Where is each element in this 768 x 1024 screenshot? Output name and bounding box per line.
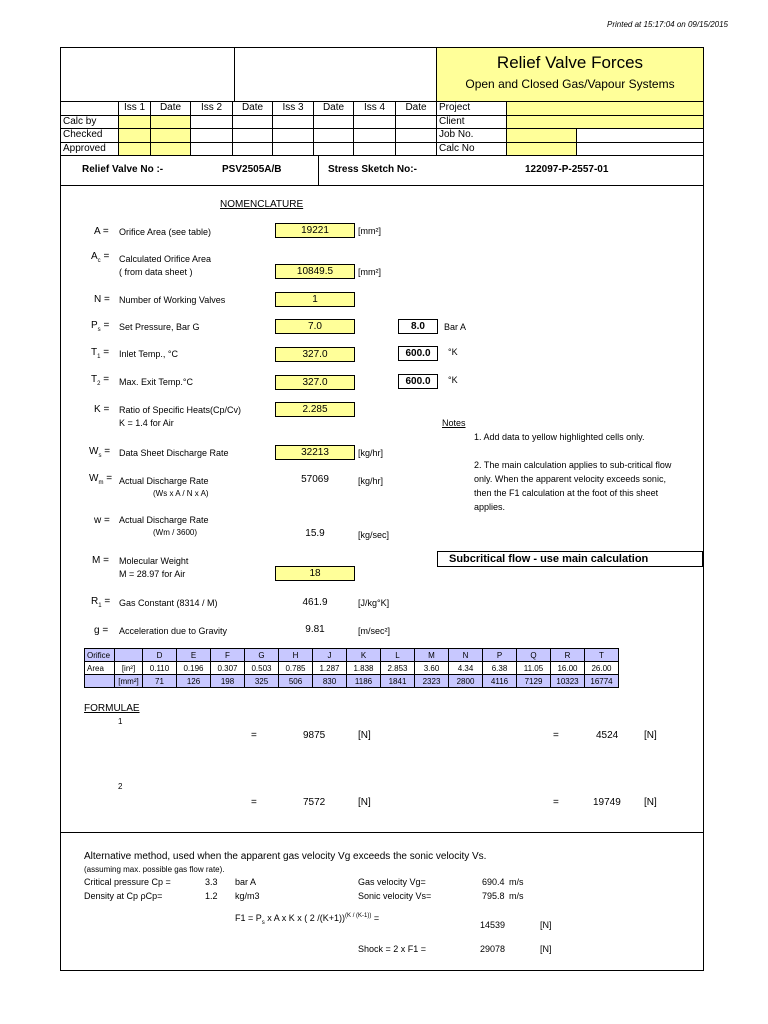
alt-method-text: Alternative method, used when the apparent gas velocity Vg exceeds the sonic velocity Vs. [84,851,487,862]
desc-T1: Inlet Temp., °C [119,349,178,359]
sym-A: A = [94,226,109,237]
critical-pressure-value: 3.3 [205,877,218,887]
input-M[interactable]: 18 [275,566,355,581]
input-T2[interactable]: 327.0 [275,375,355,390]
sym-T1: $T_1$ = [91,347,110,360]
f1-value: 14539 [480,920,506,930]
equals: = [251,797,257,808]
divider [60,185,704,186]
note-2d: applies. [474,502,506,512]
desc-Ac-2: ( from data sheet ) [119,267,193,277]
orifice-area-mm2: 506 [279,675,313,688]
desc-w-2: (Wm / 3600) [153,528,198,537]
sym-g: g = [94,625,109,636]
desc-w-1: Actual Discharge Rate [119,515,209,525]
orifice-area-mm2: 71 [143,675,177,688]
desc-N: Number of Working Valves [119,295,226,305]
formula-marker-1: 1 [118,717,123,726]
job-field[interactable] [507,129,577,143]
result-2-left: 7572 [303,797,326,808]
unit-g: [m/sec²] [358,626,391,636]
unit-Wm: [kg/hr] [358,476,384,486]
orifice-letter: L [381,649,415,662]
orifice-area-mm2: 2800 [449,675,483,688]
stress-sketch-label: Stress Sketch No:- [328,164,417,175]
gas-velocity-label: Gas velocity Vg= [358,877,426,887]
desc-Wm-2: (Ws x A / N x A) [153,489,209,498]
orifice-area-in2: 11.05 [517,662,551,675]
orifice-area-in2: 0.307 [211,662,245,675]
area-label: Area [85,662,115,675]
nomenclature-title: NOMENCLATURE [220,199,304,210]
job-label: Job No. [437,129,507,143]
unit-T2-K: °K [448,375,458,385]
page-subtitle: Open and Closed Gas/Vapour Systems [465,77,675,91]
orifice-letter: R [551,649,585,662]
issue-header: Iss 2 [191,102,233,116]
alt-method-note: (assuming max. possible gas flow rate). [84,865,225,874]
sym-w: w = [94,515,110,526]
unit-N: [N] [644,730,657,741]
shock-label: Shock = 2 x F1 = [358,944,427,954]
orifice-letter: N [449,649,483,662]
orifice-area-in2: 1.838 [347,662,381,675]
desc-T2: Max. Exit Temp.°C [119,377,193,387]
sym-R1: $R_1$ = [91,596,111,609]
value-g: 9.81 [305,624,325,635]
gas-velocity-value: 690.4 [482,877,505,887]
f1-unit: [N] [540,920,552,930]
sym-T2: $T_2$ = [91,374,110,387]
equals: = [553,730,559,741]
issue-cell[interactable] [151,115,191,129]
unit-Ws: [kg/hr] [358,448,384,458]
issue-cell[interactable] [119,129,151,143]
issue-cell[interactable] [119,142,151,156]
issue-header: Date [151,102,191,116]
density-label: Density at Cp ρCp= [84,891,163,901]
desc-R1: Gas Constant (8314 / M) [119,598,218,608]
formulae-title: FORMULAE [84,703,140,714]
orifice-letter: T [585,649,619,662]
orifice-area-mm2: 7129 [517,675,551,688]
unit-T1-K: °K [448,347,458,357]
result-1-left: 9875 [303,730,326,741]
orifice-area-mm2: 830 [313,675,347,688]
orifice-area-in2: 4.34 [449,662,483,675]
orifice-area-mm2: 1186 [347,675,381,688]
divider [318,155,319,185]
density-unit: kg/m3 [235,891,260,901]
sym-Wm: $W_m$ = [89,473,113,486]
desc-Ac-1: Calculated Orifice Area [119,254,212,264]
issue-header: Date [314,102,354,116]
row-label: Checked [61,129,119,143]
sym-Ac: $A_c$ = [91,251,110,264]
unit-N: [N] [644,797,657,808]
orifice-area-mm2: 16774 [585,675,619,688]
client-label: Client [437,115,507,129]
input-Ps[interactable]: 7.0 [275,319,355,334]
equals: = [251,730,257,741]
project-field[interactable] [507,102,704,116]
orifice-letter: Q [517,649,551,662]
desc-M-2: M = 28.97 for Air [119,569,186,579]
density-value: 1.2 [205,891,218,901]
result-1-right: 4524 [596,730,619,741]
desc-A: Orifice Area (see table) [119,227,212,237]
desc-Ps: Set Pressure, Bar G [119,322,200,332]
input-Ac[interactable]: 10849.5 [275,264,355,279]
orifice-letter: F [211,649,245,662]
input-A[interactable]: 19221 [275,223,355,238]
orifice-letter: H [279,649,313,662]
issue-cell[interactable] [151,129,191,143]
orifice-area-mm2: 4116 [483,675,517,688]
notes-title: Notes [442,418,466,428]
orifice-area-in2: 26.00 [585,662,619,675]
value-T1-K: 600.0 [398,346,438,361]
divider [60,832,704,833]
orifice-area-mm2: 1841 [381,675,415,688]
unit-A: [mm²] [358,226,381,236]
issue-header: Iss 4 [354,102,396,116]
input-T1[interactable]: 327.0 [275,347,355,362]
relief-valve-label: Relief Valve No :- [82,164,164,175]
issue-header: Iss 1 [119,102,151,116]
desc-K-2: K = 1.4 for Air [119,418,174,428]
sym-Ps: $P_s$ = [91,320,110,333]
stress-sketch-value: 122097-P-2557-01 [525,164,609,175]
unit-in2: [in²] [115,662,143,675]
sonic-velocity-unit: m/s [509,891,524,901]
value-Wm: 57069 [301,474,329,485]
orifice-area-in2: 0.503 [245,662,279,675]
value-w: 15.9 [305,528,325,539]
orifice-table [84,648,619,688]
issue-header: Date [396,102,437,116]
orifice-area-mm2: 126 [177,675,211,688]
orifice-area-mm2: 325 [245,675,279,688]
client-field[interactable] [507,115,704,129]
row-label: Calc by [61,115,119,129]
orifice-area-in2: 2.853 [381,662,415,675]
sonic-velocity-value: 795.8 [482,891,505,901]
project-label: Project [437,102,507,116]
formula-marker-2: 2 [118,782,123,791]
orifice-letter: G [245,649,279,662]
desc-K-1: Ratio of Specific Heats(Cp/Cv) [119,405,242,415]
relief-valve-value: PSV2505A/B [222,164,282,175]
sonic-velocity-label: Sonic velocity Vs= [358,891,432,901]
shock-unit: [N] [540,944,552,954]
orifice-area-mm2: 2323 [415,675,449,688]
issue-cell[interactable] [151,142,191,156]
sym-N: N = [94,294,110,305]
desc-g: Acceleration due to Gravity [119,626,228,636]
flow-regime-banner: Subcritical flow - use main calculation [437,551,703,567]
input-N[interactable]: 1 [275,292,355,307]
desc-Wm-1: Actual Discharge Rate [119,476,209,486]
orifice-area-mm2: 10323 [551,675,585,688]
orifice-letter: P [483,649,517,662]
desc-M-1: Molecular Weight [119,556,189,566]
input-K[interactable]: 2.285 [275,402,355,417]
sym-Ws: $W_s$ = [89,446,111,459]
orifice-area-mm2: 198 [211,675,245,688]
desc-Ws: Data Sheet Discharge Rate [119,448,229,458]
orifice-letter: M [415,649,449,662]
page-title: Relief Valve Forces [496,53,644,72]
unit-Ps-abs: Bar A [444,322,467,332]
orifice-letter: K [347,649,381,662]
sym-K: K = [94,404,110,415]
critical-pressure-unit: bar A [235,877,257,887]
unit-R1: [J/kg°K] [358,598,390,608]
equals: = [553,797,559,808]
note-1: 1. Add data to yellow highlighted cells only. [474,432,645,442]
note-2c: then the F1 calculation at the foot of this sheet [474,488,659,498]
divider [234,48,235,101]
printed-timestamp: Printed at 15:17:04 on 09/15/2015 [607,20,728,29]
sym-M: M = [92,555,109,566]
orifice-area-in2: 6.38 [483,662,517,675]
unit-N: [N] [358,797,371,808]
result-2-right: 19749 [593,797,621,808]
orifice-area-in2: 0.196 [177,662,211,675]
orifice-label: Orifice [85,649,115,662]
unit-mm2: [mm²] [115,675,143,688]
gas-velocity-unit: m/s [509,877,524,887]
unit-Ac: [mm²] [358,267,381,277]
note-2b: only. When the apparent velocity exceeds sonic, [474,474,666,484]
orifice-area-in2: 0.785 [279,662,313,675]
unit-w: [kg/sec] [358,530,390,540]
shock-value: 29078 [480,944,506,954]
issue-header: Date [233,102,273,116]
issue-header: Iss 3 [273,102,314,116]
unit-N: [N] [358,730,371,741]
value-Ps-abs: 8.0 [398,319,438,334]
orifice-letter: D [143,649,177,662]
orifice-letter: E [177,649,211,662]
value-T2-K: 600.0 [398,374,438,389]
issue-table [60,101,704,156]
calc-no-field[interactable] [507,142,577,156]
issue-cell[interactable] [119,115,151,129]
critical-pressure-label: Critical pressure Cp = [84,877,171,887]
input-Ws[interactable]: 32213 [275,445,355,460]
orifice-area-in2: 3.60 [415,662,449,675]
f1-formula: $F1 = P_s$ x A x K x ( 2 /(K+1))$^{(K / (K-1))}$ = [235,913,380,926]
orifice-area-in2: 0.110 [143,662,177,675]
note-2a: 2. The main calculation applies to sub-critical flow [474,460,672,470]
orifice-area-in2: 1.287 [313,662,347,675]
value-R1: 461.9 [302,597,328,608]
title-box [437,48,703,101]
row-label: Approved [61,142,119,156]
calc-no-label: Calc No [437,142,507,156]
orifice-letter: J [313,649,347,662]
orifice-area-in2: 16.00 [551,662,585,675]
